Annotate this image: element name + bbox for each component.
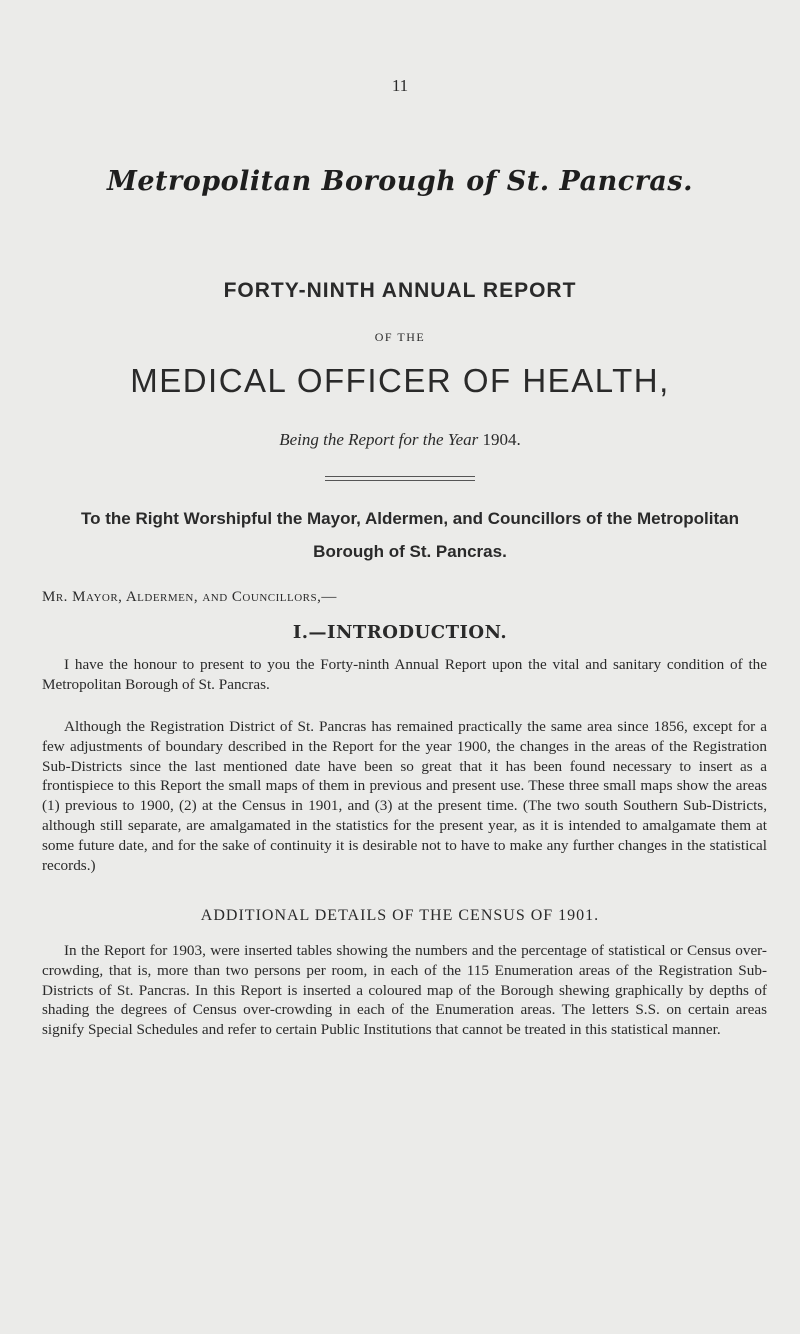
- report-heading: FORTY-NINTH ANNUAL REPORT: [223, 279, 577, 302]
- page-number: 11: [391, 76, 409, 95]
- divider-rule: [325, 476, 475, 481]
- salutation: Mr. Mayor, Aldermen, and Councillors,—: [42, 589, 337, 605]
- registration-paragraph: Although the Registration District of St. Pancras has remained practically the same area since 1856, except for a few adjustments of boundary described in the Report for the year 1900, the changes in the areas of the Registration Sub-Districts since the last mentioned date have been so great that it has been found necessary to insert as a frontispiece to this Report the small maps of them in previous and present use. These three small maps show the areas (1) previous to 1900, (2) at the Census in 1901, and (3) at the present time. (The two south Southern Sub-Districts, although still separate, are amalgamated in the statistics for the present year, as it is intended to amalgamate them at some future date, and for the sake of continuity it is desirable not to have to make any further changes in the statistical records.): [42, 718, 767, 874]
- medical-officer-title: MEDICAL OFFICER OF HEALTH,: [130, 362, 670, 399]
- census-paragraph: In the Report for 1903, were inserted tables showing the numbers and the percentage of statistical or Census over-crowding, that is, more than two persons per room, in each of the 115 Enumeration areas of the Registration Sub-Districts of St. Pancras. In this Report is inserted a coloured map of the Borough shewing graphically by depths of shading the degrees of Census over-crowding in each of the Enumeration areas. The letters S.S. on certain areas signify Special Schedules and refer to certain Public Institutions that cannot be treated in this statistical manner.: [42, 942, 767, 1039]
- report-year-line: [0, 430, 800, 450]
- intro-paragraph: I have the honour to present to you the Forty-ninth Annual Report upon the vital and sanitary condition of the Metropolitan Borough of St. Pancras.: [42, 656, 767, 693]
- report-year-text: Being the Report for the Year: [279, 430, 479, 449]
- borough-title: Metropolitan Borough of St. Pancras.: [106, 166, 694, 197]
- of-the-label: OF THE: [374, 330, 426, 344]
- report-year: 1904.: [482, 430, 521, 449]
- section-title-introduction: I.—INTRODUCTION.: [292, 622, 508, 643]
- address-line: To the Right Worshipful the Mayor, Aldermen, and Councillors of the Metropolitan Borough of St. Pancras.: [81, 509, 739, 561]
- subsection-title-census: ADDITIONAL DETAILS OF THE CENSUS OF 1901.: [200, 907, 600, 924]
